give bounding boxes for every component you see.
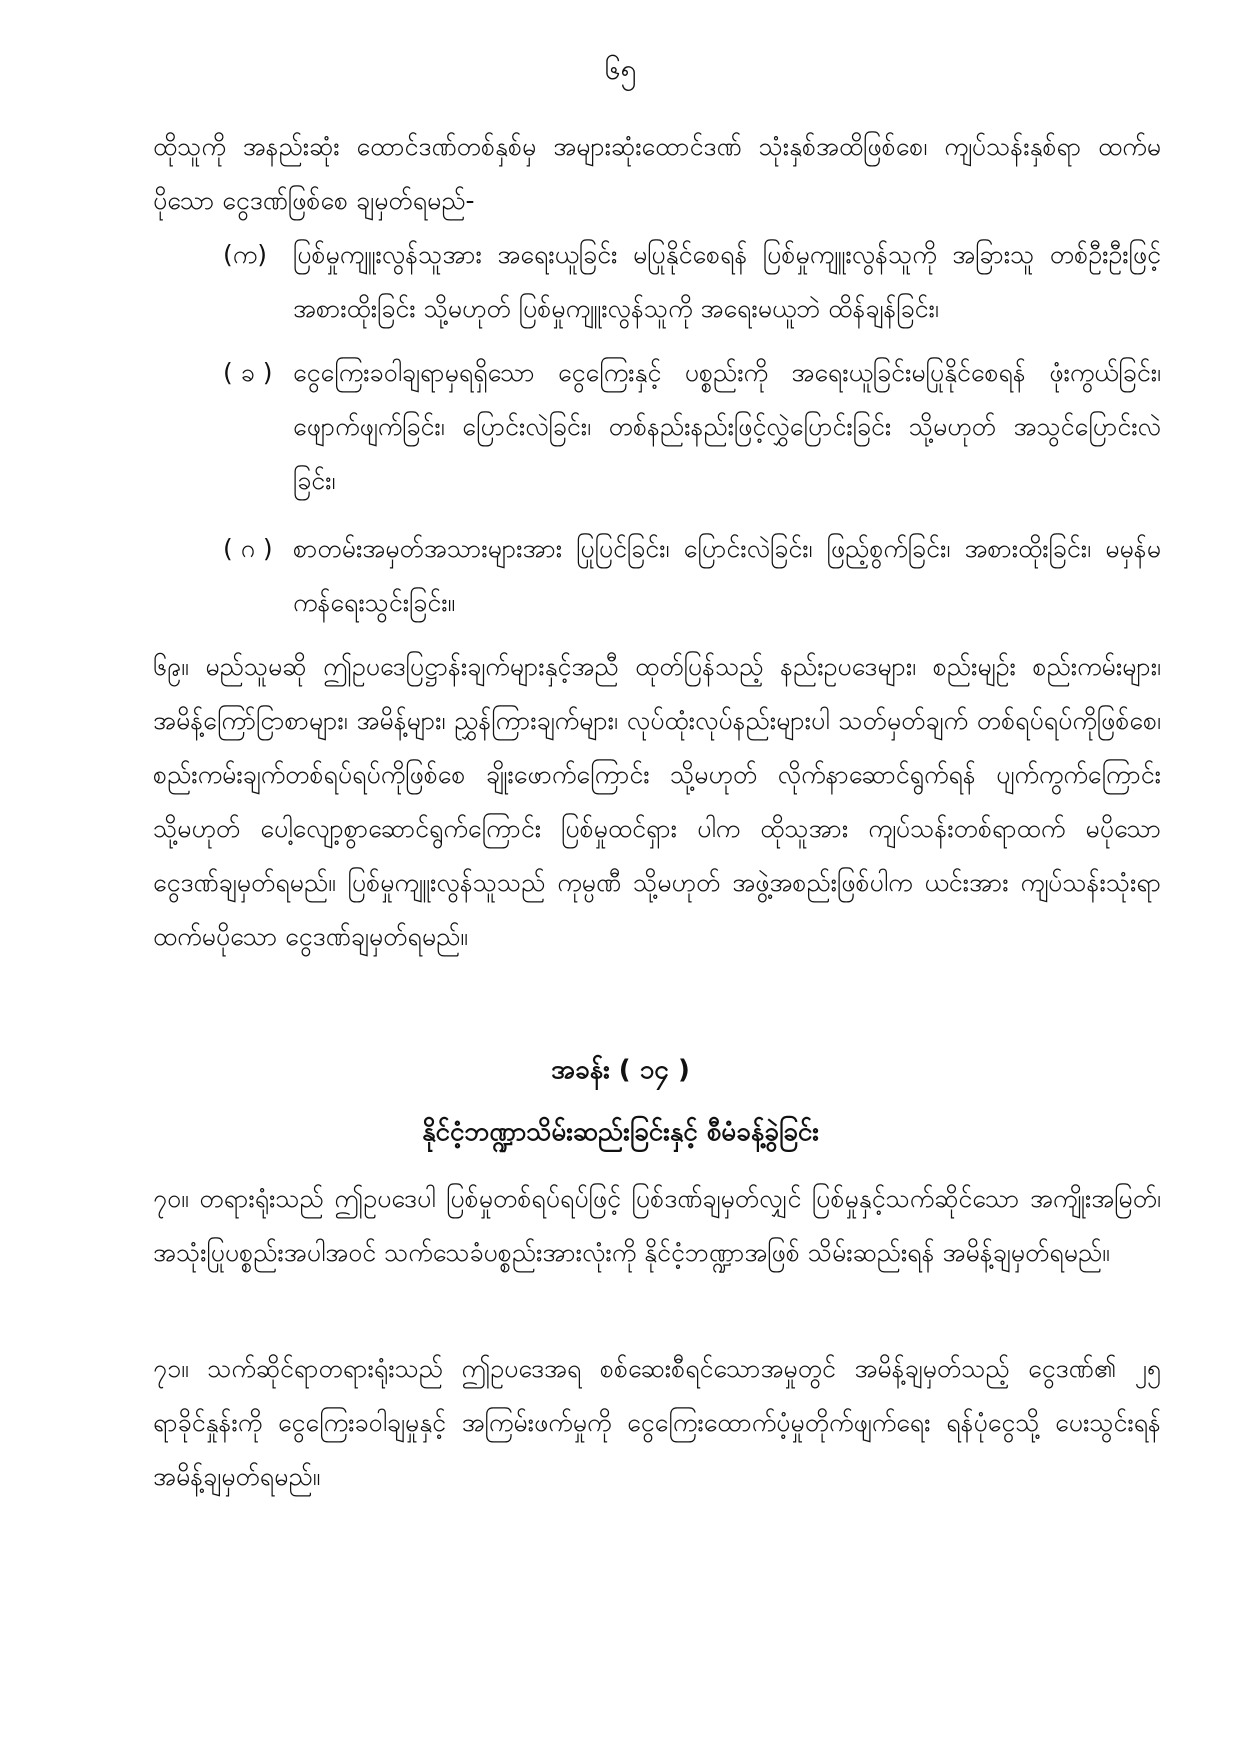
list-item-text: ငွေကြေးခဝါချရာမှရရှိသော ငွေကြေးနှင့် ပစ္စည်းကို အရေးယူခြင်းမပြုနိုင်စေရန် ဖုံးကွယ်ခြင်း၊ ဖျောက်ဖျက်ခြင်း၊ ပြောင်းလဲခြင်း၊ တစ်နည်းနည်းဖြင့်လွှဲပြောင်းခြင်း သို့မဟုတ် အသွင်ပြောင်းလဲခြင်း၊ <box>293 358 1161 495</box>
section-70-paragraph: ၇၀။ တရားရုံးသည် ဤဥပဒေပါ ပြစ်မှုတစ်ရပ်ရပ်ဖြင့် ပြစ်ဒဏ်ချမှတ်လျှင် ပြစ်မှုနှင့်သက်ဆိုင်သော အကျိုးအမြတ်၊ အသုံးပြုပစ္စည်းအပါအဝင် သက်သေခံပစ္စည်းအားလုံးကို နိုင်ငံ့ဘဏ္ဍာအဖြစ် သိမ်းဆည်းရန် အမိန့်ချမှတ်ရမည်။ <box>153 1184 1161 1267</box>
chapter-number: အခန်း ( ၁၄ ) <box>551 1055 690 1085</box>
list-item-text: ပြစ်မှုကျူးလွန်သူအား အရေးယူခြင်း မပြုနိုင်စေရန် ပြစ်မှုကျူးလွန်သူကို အခြားသူ တစ်ဦးဦးဖြင့် အစားထိုးခြင်း သို့မဟုတ် ပြစ်မှုကျူးလွန်သူကို အရေးမယူဘဲ ထိန်ချန်ခြင်း၊ <box>293 240 1161 323</box>
section-71-paragraph: ၇၁။ သက်ဆိုင်ရာတရားရုံးသည် ဤဥပဒေအရ စစ်ဆေးစီရင်သောအမှုတွင် အမိန့်ချမှတ်သည့် ငွေဒဏ်၏ ၂၅ ရာခိုင်နှုန်းကို ငွေကြေးခဝါချမှုနှင့် အကြမ်းဖက်မှုကို ငွေကြေးထောက်ပံ့မှုတိုက်ဖျက်ရေး ရန်ပုံငွေသို့ ပေးသွင်းရန် အမိန့်ချမှတ်ရမည်။ <box>153 1354 1161 1491</box>
list-item-label: (က) <box>223 240 267 269</box>
list-item-ka <box>223 228 1161 336</box>
list-item-ga <box>223 522 1161 630</box>
intro-paragraph: ထိုသူကို အနည်းဆုံး ထောင်ဒဏ်တစ်နှစ်မှ အများဆုံးထောင်ဒဏ် သုံးနှစ်အထိဖြစ်စေ၊ ကျပ်သန်းနှစ်ရာ ထက်မပိုသော ငွေဒဏ်ဖြစ်စေ ချမှတ်ရမည်- <box>153 132 1161 215</box>
list-item-label: ( ခ ) <box>223 358 273 387</box>
chapter-title: နိုင်ငံ့ဘဏ္ဍာသိမ်းဆည်းခြင်းနှင့် စီမံခန့်ခွဲခြင်း <box>422 1117 819 1147</box>
list-item-text: စာတမ်းအမှတ်အသားများအား ပြုပြင်ခြင်း၊ ပြောင်းလဲခြင်း၊ ဖြည့်စွက်ခြင်း၊ အစားထိုးခြင်း၊ မမှန်မကန်ရေးသွင်းခြင်း။ <box>293 534 1161 617</box>
section-69-paragraph: ၆၉။ မည်သူမဆို ဤဥပဒေပြဋ္ဌာန်းချက်များနှင့်အညီ ထုတ်ပြန်သည့် နည်းဥပဒေများ၊ စည်းမျဉ်း စည်းကမ်းများ၊ အမိန့်ကြော်ငြာစာများ၊ အမိန့်များ၊ ညွှန်ကြားချက်များ၊ လုပ်ထုံးလုပ်နည်းများပါ သတ်မှတ်ချက် တစ်ရပ်ရပ်ကိုဖြစ်စေ၊ စည်းကမ်းချက်တစ်ရပ်ရပ်ကိုဖြစ်စေ ချိုးဖောက်ကြောင်း သို့မဟုတ် လိုက်နာဆောင်ရွက်ရန် ပျက်ကွက်ကြောင်း သို့မဟုတ် ပေါ့လျော့စွာဆောင်ရွက်ကြောင်း ပြစ်မှုထင်ရှား ပါက ထိုသူအား ကျပ်သန်းတစ်ရာထက် မပိုသော ငွေဒဏ်ချမှတ်ရမည်။ ပြစ်မှုကျူးလွန်သူသည် ကုမ္ပဏီ သို့မဟုတ် အဖွဲ့အစည်းဖြစ်ပါက ယင်းအား ကျပ်သန်းသုံးရာ ထက်မပိုသော ငွေဒဏ်ချမှတ်ရမည်။ <box>153 652 1161 951</box>
page-number: ၆၅ <box>604 53 637 86</box>
list-item-label: ( ဂ ) <box>223 534 273 563</box>
list-item-kha <box>223 346 1161 508</box>
